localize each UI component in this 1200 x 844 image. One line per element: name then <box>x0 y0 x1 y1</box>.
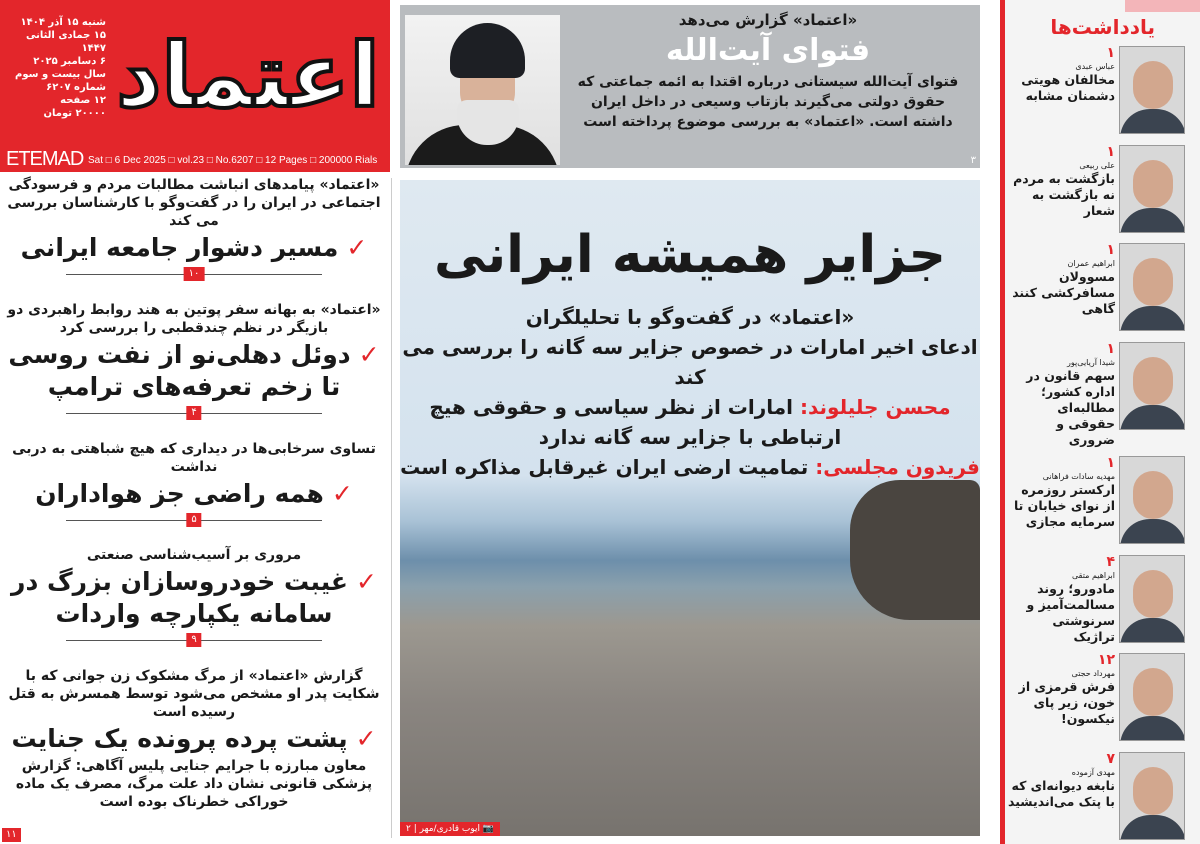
note-item[interactable] <box>1005 143 1200 235</box>
page-ref: ۹ <box>66 632 322 648</box>
name-english: ETEMAD <box>6 148 84 170</box>
story[interactable] <box>6 546 382 650</box>
note-item[interactable] <box>1005 651 1200 743</box>
note-author: مهرداد حجتی <box>1071 669 1115 679</box>
note-title[interactable]: مادورو؛ روند مسالمت‌آمیز و سرنوشتی تراژیک <box>1026 580 1115 644</box>
note-page: ۱۲ <box>1097 652 1115 669</box>
note-author: علی ربیعی <box>1079 160 1115 170</box>
note-title[interactable]: فرش قرمزی از خون، زیر پای نیکسون! <box>1018 679 1115 727</box>
story-headline[interactable]: ✓دوئل دهلی‌نو از نفت روسی تا زخم تعرفه‌های ترامپ <box>8 339 380 401</box>
issue-line: Sat □ 6 Dec 2025 □ vol.23 □ No.6207 □ 12 Pages □ 200000 Rials <box>88 155 378 166</box>
masthead <box>0 0 390 172</box>
note-title[interactable]: نابغه دیوانه‌ای که با پتک می‌اندیشید <box>1007 777 1115 809</box>
check-icon: ✓ <box>358 339 380 369</box>
check-icon: ✓ <box>355 724 377 754</box>
date-line: ۱۵ جمادی الثانی ۱۴۴۷ <box>25 30 106 54</box>
date-line: ۶ دسامبر ۲۰۲۵ <box>33 56 106 67</box>
camera-icon: 📷 <box>482 824 495 834</box>
note-page: ۱ <box>1106 455 1115 472</box>
author-photo <box>1119 456 1185 544</box>
check-icon: ✓ <box>356 567 377 597</box>
note-page: ۱ <box>1106 143 1115 160</box>
note-page: ۱ <box>1106 242 1115 259</box>
logo: اعتماد <box>116 24 380 128</box>
story-headline[interactable]: ✓پشت پرده پرونده یک جنایت <box>11 724 377 754</box>
note-item[interactable] <box>1005 241 1200 333</box>
fatwa-headline[interactable]: فتوای آیت‌الله <box>665 33 871 68</box>
story-headline[interactable]: ✓مسیر دشوار جامعه ایرانی <box>20 233 368 262</box>
fatwa-kicker: «اعتماد» گزارش می‌دهد <box>678 11 858 29</box>
story-footer: معاون مبارزه با جرایم جنایی پلیس آگاهی: گزارش پزشکی قانونی نشان داد علت مرگ، مصرف یک ماده خوراکی خطرناک بوده است <box>15 758 373 811</box>
page-ref: ۱۰ <box>66 266 322 282</box>
author-photo <box>1119 145 1185 233</box>
story-kicker: «اعتماد» به بهانه سفر پوتین به هند روابط راهبردی دو بازیگر در نظم چندقطبی را بررسی کرد <box>7 301 381 336</box>
note-item[interactable] <box>1005 553 1200 645</box>
note-title[interactable]: بازگشت به مردم نه بازگشت به شعار <box>1013 170 1115 218</box>
photo-credit: 📷 ایوب قادری/مهر | ۲ <box>400 822 500 836</box>
photo-rock <box>850 480 980 620</box>
note-page: ۷ <box>1106 750 1115 767</box>
page-ref: ۱۱ <box>2 828 21 842</box>
note-title[interactable]: مسوولان مسافرکشی کنند گاهی <box>1012 269 1115 317</box>
check-icon: ✓ <box>346 233 368 262</box>
divider <box>391 178 392 838</box>
author-photo <box>1119 342 1185 430</box>
story[interactable] <box>6 440 382 530</box>
note-author: ابراهیم عمران <box>1067 259 1115 269</box>
author-photo <box>1119 653 1185 741</box>
story-kicker: مروری بر آسیب‌شناسی صنعتی <box>86 547 302 564</box>
story[interactable] <box>6 301 382 423</box>
note-title[interactable]: مخالفان هویتی دشمنان مشابه <box>1021 72 1115 103</box>
notes-tab <box>1125 0 1200 12</box>
page-ref: ۵ <box>66 512 322 528</box>
story-headline[interactable]: ✓همه راضی جز هواداران <box>35 478 353 508</box>
left-stories <box>0 176 388 842</box>
notes-column <box>1000 0 1200 844</box>
note-author: شیدا آریایی‌پور <box>1067 357 1115 367</box>
main-sub1: «اعتماد» در گفت‌وگو با تحلیلگران <box>525 305 855 329</box>
quote-2: فریدون مجلسی: تمامیت ارضی ایران غیرقابل مذاکره است <box>400 455 980 479</box>
date-line: سال بیست و سوم <box>15 69 106 80</box>
page-ref: ۴ <box>66 405 322 421</box>
date-line: شماره ۶۲۰۷ <box>46 82 106 93</box>
main-subheads <box>400 302 980 482</box>
fatwa-body: فتوای آیت‌الله سیستانی درباره اقتدا به ائمه جماعتی که حقوق دولتی می‌گیرند بازتاب وسیعی در داخل ایران داشته است. «اعتماد» به بررسی موضوع پرداخته است <box>577 74 959 130</box>
author-photo <box>1119 752 1185 840</box>
author-photo <box>1119 243 1185 331</box>
note-page: ۴ <box>1106 553 1115 570</box>
main-sub2: ادعای اخیر امارات در خصوص جزایر سه گانه را بررسی می کند <box>402 335 978 389</box>
quote-1: محسن جلیلوند: امارات از نظر سیاسی و حقوقی هیچ ارتباطی با جزایر سه گانه ندارد <box>429 395 951 449</box>
story-kicker: تساوی سرخابی‌ها در دیداری که هیچ شباهتی به دربی نداشت <box>12 440 376 475</box>
notes-list <box>1005 44 1200 842</box>
date-line: شنبه ۱۵ آذر ۱۴۰۴ <box>20 17 106 28</box>
note-page: ۱ <box>1106 340 1115 357</box>
main-headline[interactable]: جزایر همیشه ایرانی <box>434 225 946 285</box>
check-icon: ✓ <box>331 478 353 508</box>
note-page: ۱ <box>1106 45 1115 61</box>
note-item[interactable] <box>1005 454 1200 546</box>
story-kicker: «اعتماد» پیامدهای انباشت مطالبات مردم و فرسودگی اجتماعی در ایران را در گفت‌وگو با کارشناسان بررسی می کند <box>7 177 381 229</box>
note-author: ابراهیم متقی <box>1072 570 1115 580</box>
story[interactable] <box>6 176 382 284</box>
note-item[interactable] <box>1005 340 1200 448</box>
fatwa-photo <box>405 15 560 165</box>
note-author: عباس عبدی <box>1075 62 1115 71</box>
issue-dates <box>8 16 106 120</box>
story-headline[interactable]: ✓غیبت خودروسازان بزرگ در سامانه یکپارچه واردات <box>11 567 377 629</box>
author-photo <box>1119 555 1185 643</box>
note-item[interactable] <box>1005 44 1200 136</box>
note-title[interactable]: سهم قانون در اداره کشور؛ مطالبه‌ای حقوقی و ضروری <box>1026 367 1115 447</box>
author-photo <box>1119 46 1185 134</box>
note-author: مهدیه سادات فراهانی <box>1042 472 1115 482</box>
main-story[interactable] <box>400 180 980 836</box>
page-ref: ۳ <box>970 155 976 166</box>
fatwa-box[interactable] <box>400 5 980 168</box>
logo-area <box>112 8 384 144</box>
notes-title: یادداشت‌ها <box>1050 15 1155 39</box>
note-author: مهدی آزموده <box>1071 767 1115 777</box>
date-line: ۱۲ صفحه <box>60 95 106 106</box>
note-item[interactable] <box>1005 750 1200 842</box>
note-title[interactable]: ارکستر روزمره از نوای خیابان تا سرمایه مجازی <box>1013 482 1115 530</box>
story-kicker: گزارش «اعتماد» از مرگ مشکوک زن جوانی که با شکایت پدر او مشخص می‌شود توسط همسرش به قتل رسیده است <box>8 668 380 721</box>
date-line: ۲۰۰۰۰ تومان <box>43 108 106 119</box>
story[interactable] <box>6 667 382 811</box>
